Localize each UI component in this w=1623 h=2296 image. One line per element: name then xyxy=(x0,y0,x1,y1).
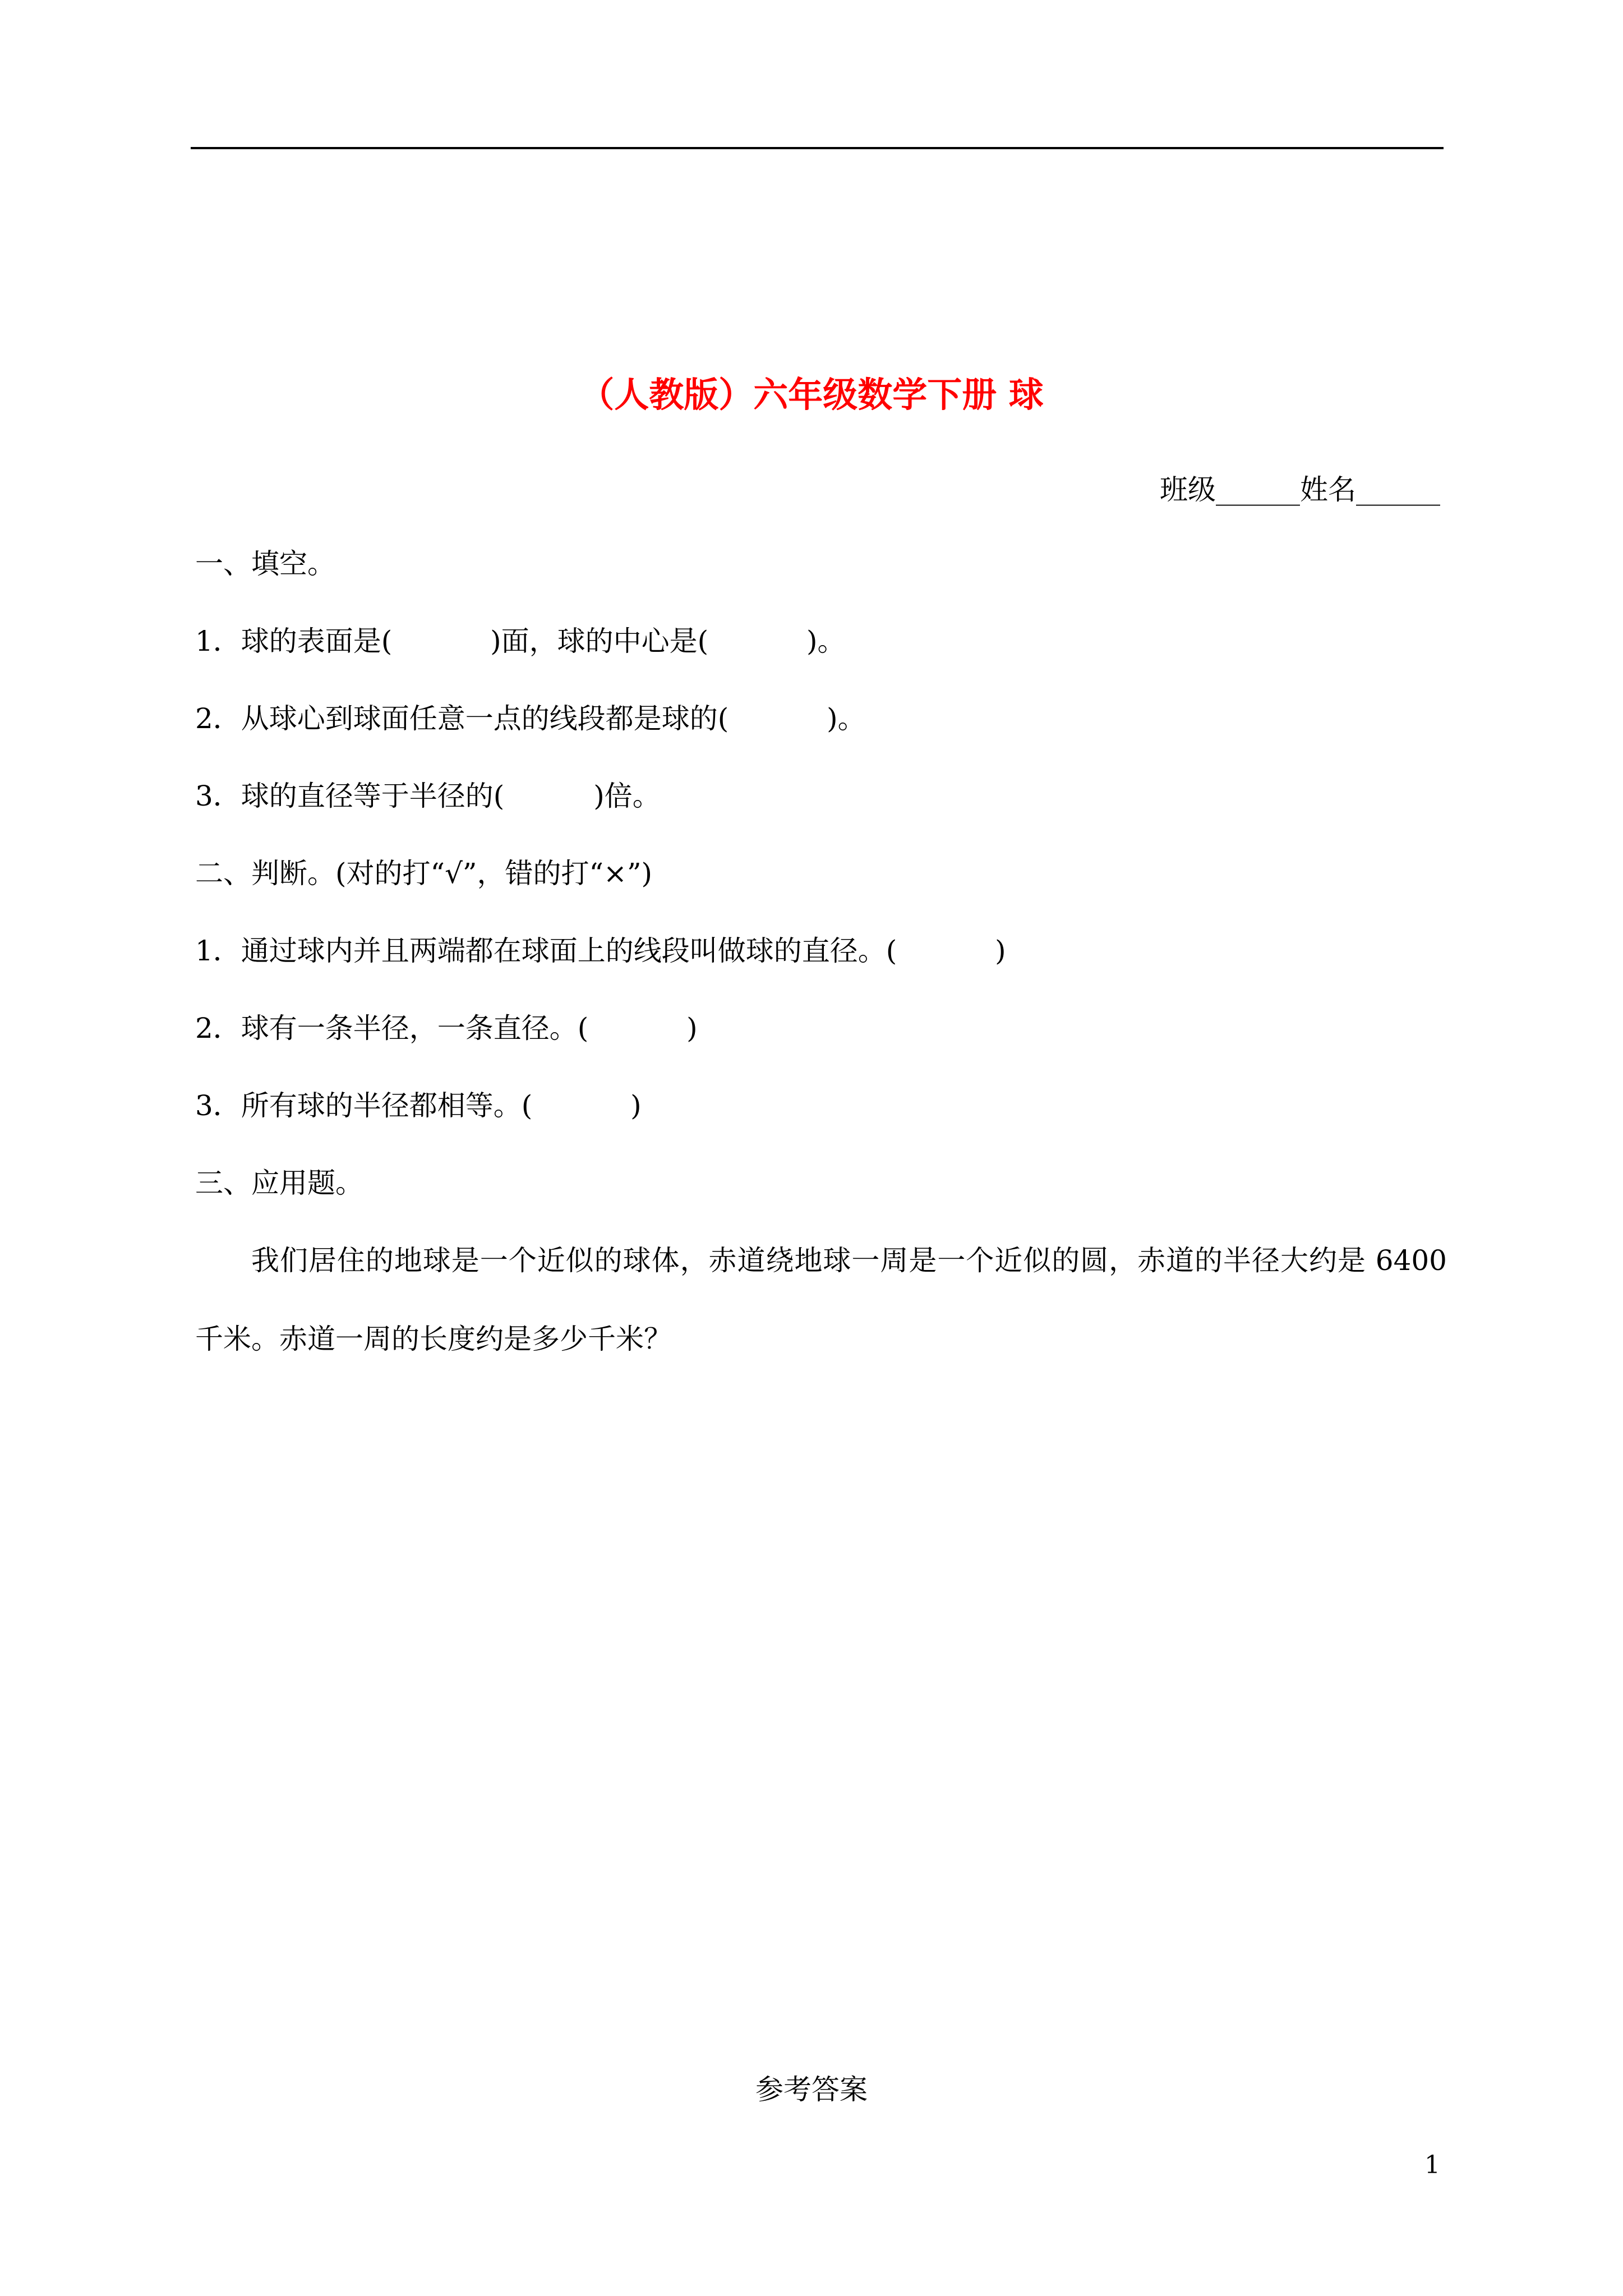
fill-in-question-3: 3．球的直径等于半径的( )倍。 xyxy=(195,780,661,812)
fill-in-question-1: 1．球的表面是( )面，球的中心是( )。 xyxy=(195,625,846,657)
header-rule xyxy=(191,147,1444,149)
answer-key-heading: 参考答案 xyxy=(755,2073,868,2106)
section-heading-true-false: 二、判断。(对的打“√”，错的打“×”) xyxy=(195,857,653,890)
true-false-question-3: 3．所有球的半径都相等。( ) xyxy=(195,1089,642,1122)
fill-in-question-2: 2．从球心到球面任意一点的线段都是球的( )。 xyxy=(195,702,866,735)
true-false-question-2: 2．球有一条半径，一条直径。( ) xyxy=(195,1012,698,1045)
true-false-question-1: 1．通过球内并且两端都在球面上的线段叫做球的直径。( ) xyxy=(195,935,1006,967)
section-heading-application: 三、应用题。 xyxy=(195,1167,363,1199)
application-problem: 我们居住的地球是一个近似的球体，赤道绕地球一周是一个近似的圆，赤道的半径大约是 6400 千米。赤道一周的长度约是多少千米？ xyxy=(195,1244,1447,1355)
section-heading-fill-in: 一、填空。 xyxy=(195,547,335,580)
page-number: 1 xyxy=(1424,2151,1440,2179)
class-name-field: 班级______姓名______ xyxy=(1160,473,1440,506)
worksheet-title: （人教版）六年级数学下册 球 xyxy=(579,374,1044,415)
